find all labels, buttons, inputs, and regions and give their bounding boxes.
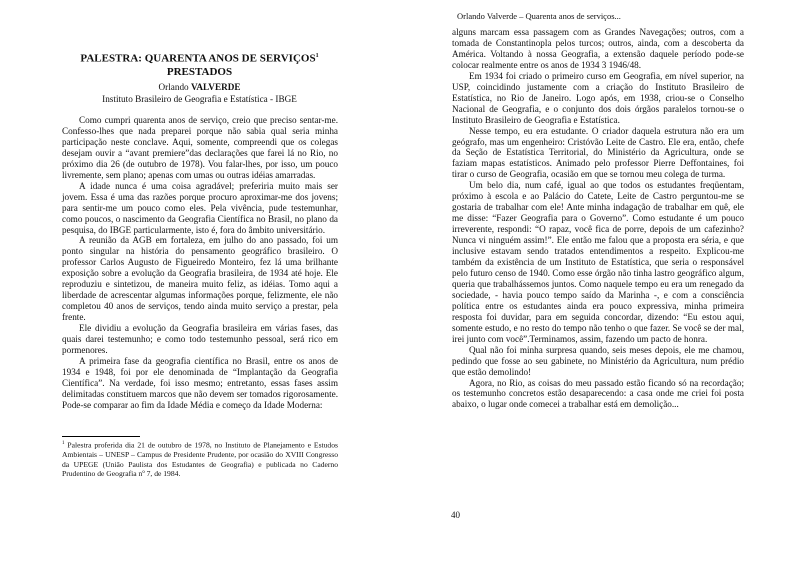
paragraph: Ele dividiu a evolução da Geografia brasileira em várias fases, das quais darei testemunho; e como todo testemunho pessoal, será rico em pormenores. (62, 323, 338, 356)
author-first-name: Orlando (158, 82, 189, 92)
footnote (62, 439, 338, 479)
paragraph: Como cumpri quarenta anos de serviço, creio que preciso sentar-me. Confesso-lhes que nada preparei porque não sabia qual seria minha participação neste conclave. Aqui, somente, compreendi que os colegas desejam ouvir a “avant premiere”das declarações que farei lá no Rio, no próximo dia 26 (de outubro de 1978). Vou falar-lhes, por isso, um pouco livremente, sem plano; apenas com umas ou outras idéias amarradas. (62, 115, 338, 180)
right-page (400, 0, 800, 566)
continued-paragraph: alguns marcam essa passagem com as Grandes Navegações; outros, com a tomada de Constantinopla pelos turcos; outros, ainda, com a descoberta da América. Voltando à nossa Geografia, a extensão daquele período pode-se colocar realmente entre os anos de 1934 3 1946/48. (452, 27, 744, 70)
paragraph: Em 1934 foi criado o primeiro curso em Geografia, em nível superior, na USP, coincidindo justamente com a criação do Instituto Brasileiro de Estatística, no Rio de Janeiro. Logo após, em 1938, criou-se o Conselho Nacional de Geografia, e o conjunto dos dois órgãos paralelos tornou-se o Instituto Brasileiro de Geografia e Estatística. (452, 70, 744, 125)
article-title (62, 50, 337, 79)
paragraph: A primeira fase da geografia científica no Brasil, entre os anos de 1934 e 1948, foi por ele denominada de “Implantação da Geografia Científica”. Na verdade, foi isso mesmo; entretanto, essas fases assim delimitadas constituem marcos que não devem ser tomados rigorosamente. Pode-se comparar ao fim da Idade Média e começo da Idade Moderna: (62, 355, 338, 410)
page-number: 40 (451, 510, 460, 520)
running-header: Orlando Valverde – Quarenta anos de serviços... (457, 11, 621, 21)
footnote-mark: 1 (62, 441, 65, 446)
paragraph: Agora, no Rio, as coisas do meu passado estão ficando só na recordação; os testemunho concretos estão desaparecendo: a casa onde me criei foi posta abaixo, o lugar onde comecei a trabalhar está em demolição... (452, 377, 744, 410)
title-footnote-mark: 1 (315, 53, 319, 59)
paragraph: A idade nunca é uma coisa agradável; preferiria muito mais ser jovem. Essa é uma das razões porque procuro aproximar-me dos jovens; para sentir-me um pouco como eles. Pela vivência, pude testemunhar, como poucos, o nascimento da Geografia Científica no Brasil, no plano da pesquisa, do IBGE particularmente, isto é, fora do âmbito universitário. (62, 180, 338, 235)
paragraph: Um belo dia, num café, igual ao que todos os estudantes freqüentam, próximo à escola e ao Palácio do Catete, Leite de Castro perguntou-me se gostaria de trabalhar com ele! Ante minha indagação de trabalhar em quê, ele me disse: “Fazer Geografia para o Governo”. Como estudante é um pouco irreverente, respondi: “O rapaz, você fica de porre, depois de um cafezinho? Nunca vi ninguém assim!”. Ele então me falou que a proposta era séria, e que inclusive estavam sendo tratados entendimentos a respeito. Explicou-me também da existência de um Instituto de Estatística, que seria o responsável pelo futuro censo de 1940. Como esse órgão não tinha lastro geográfico algum, queria que trabalhássemos juntos. Como naquele tempo eu era um renegado da sociedade, - havia pouco tempo saído da Marinha -, e com a consciência política entre os estudantes ainda era pouco expressiva, minha primeira resposta foi duvidar, para em seguida concordar, dizendo: “Eu estou aqui, somente estudo, e no resto do tempo não tenho o que fazer. Se você se der mal, irei junto com você”.Terminamos, assim, fazendo um pacto de honra. (452, 180, 744, 344)
left-body-text (62, 115, 338, 411)
footnote-text: Palestra proferida dia 21 de outubro de 1978, no Instituto de Planejamento e Estudos Ambientais – UNESP – Campus de Presidente Prudente, por ocasião do XVIII Congresso da UPEGE (União Paulista dos Estudantes de Geografia) e publicada no Caderno Prudentino de Geografia nº 7, de 1984. (62, 440, 338, 479)
footnote-divider (62, 436, 140, 437)
title-line-1: PALESTRA: QUARENTA ANOS DE SERVIÇOS (80, 52, 316, 65)
right-body-text (452, 27, 744, 410)
author-affiliation: Instituto Brasileiro de Geografia e Estatística - IBGE (102, 93, 297, 104)
paragraph: Nesse tempo, eu era estudante. O criador daquela estrutura não era um geógrafo, mas um engenheiro: Cristóvão Leite de Castro. Ele era, então, chefe da Seção de Estatística Territorial, do Ministério da Agricultura, onde se faziam mapas estatísticos. Animado pelo professor Pierre Deffontaines, foi tirar o curso de Geografia, ocasião em que se tornou meu colega de turma. (452, 125, 744, 180)
paragraph: Qual não foi minha surpresa quando, seis meses depois, ele me chamou, pedindo que fosse ao seu gabinete, no Ministério da Agricultura, num prédio que estão demolindo! (452, 344, 744, 377)
paragraph: A reunião da AGB em fortaleza, em julho do ano passado, foi um ponto singular na história do pensamento geográfico brasileiro. O professor Carlos Augusto de Figueiredo Monteiro, fez lá uma brilhante exposição sobre a evolução da Geografia brasileira, de 1934 até hoje. Ele reproduziu e sintetizou, de maneira muito feliz, as idéias. Tomo aqui a liberdade de acrescentar algumas informações porque, felizmente, ele não completou 40 anos de serviços, tendo ainda muito serviço a prestar, pela frente. (62, 235, 338, 323)
author-last-name: VALVERDE (190, 82, 241, 92)
author-block (62, 82, 337, 105)
title-line-2: PRESTADOS (166, 65, 233, 78)
